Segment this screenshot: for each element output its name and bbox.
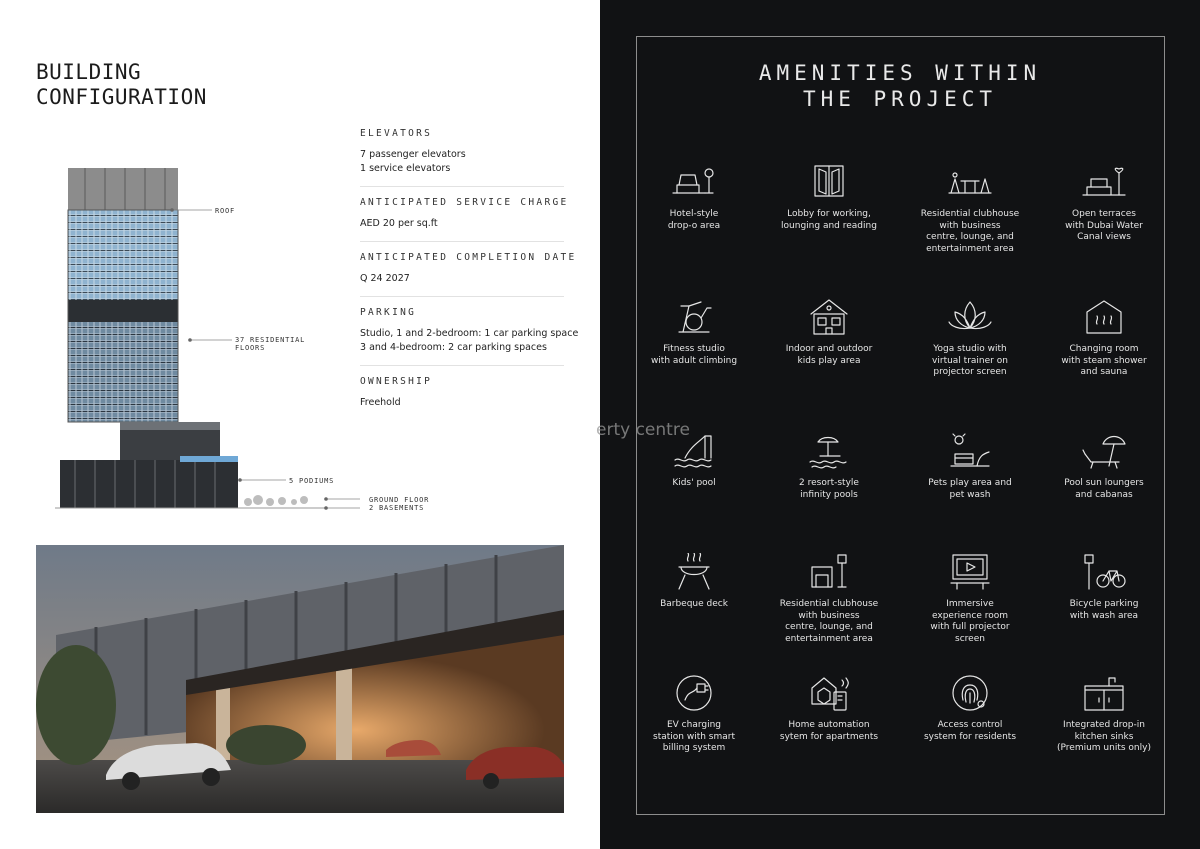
amenity-clubhouse	[907, 163, 1033, 255]
amenity-label: Lobby for working, lounging and reading	[781, 209, 877, 231]
amenity-label: Residential clubhouse with business centre, lounge, and entertainment area	[920, 209, 1020, 254]
projector-screen-icon	[947, 553, 993, 591]
clubhouse-table-icon	[947, 163, 993, 201]
amenity-kitchen-sinks	[1041, 674, 1167, 755]
amenities-title-line-1: AMENITIES WITHIN	[758, 61, 1042, 85]
amenity-label: Home automation sytem for apartments	[779, 720, 879, 742]
entrance-rendering-photo	[36, 545, 564, 813]
amenity-label: Bicycle parking with wash area	[1069, 599, 1139, 621]
ev-charger-icon	[671, 674, 717, 712]
amenity-ev-charging	[631, 674, 757, 755]
amenity-home-automation	[766, 674, 892, 743]
spec-label: OWNERSHIP	[360, 376, 433, 387]
amenity-label: Barbeque deck	[660, 599, 728, 609]
amenity-yoga-studio	[907, 298, 1033, 379]
spec-value: 3 and 4-bedroom: 2 car parking spaces	[360, 342, 547, 353]
amenity-kids-pool	[631, 432, 757, 490]
tower-label-roof: ROOF	[215, 207, 236, 215]
amenity-label: Kids' pool	[672, 478, 716, 488]
lotus-icon	[947, 298, 993, 336]
amenities-title	[600, 60, 1200, 112]
spec-completion-date	[360, 252, 577, 297]
amenity-immersive-room	[907, 553, 1033, 645]
amenity-label: Fitness studio with adult climbing	[650, 344, 738, 366]
amenities-title-line-2: THE PROJECT	[802, 87, 998, 111]
watermark: erty centre	[596, 420, 690, 440]
spec-value: AED 20 per sq.ft	[360, 218, 438, 229]
kitchen-sink-icon	[1081, 674, 1127, 712]
exercise-bike-icon	[671, 298, 717, 336]
playhouse-icon	[806, 298, 852, 336]
amenity-label: Indoor and outdoor kids play area	[785, 344, 873, 366]
spec-label: ANTICIPATED COMPLETION DATE	[360, 252, 577, 263]
amenities-page	[600, 0, 1200, 849]
amenity-open-terraces	[1041, 163, 1167, 244]
amenity-label: Open terraces with Dubai Water Canal views	[1065, 209, 1143, 242]
amenity-label: Yoga studio with virtual trainer on projector screen	[932, 344, 1008, 377]
tower-elevation-illustration	[40, 160, 360, 520]
barbecue-icon	[671, 553, 717, 591]
spec-label: ANTICIPATED SERVICE CHARGE	[360, 197, 569, 208]
spec-parking	[360, 307, 579, 366]
bicycle-icon	[1081, 553, 1127, 591]
amenity-label: Changing room with steam shower and sauna	[1061, 344, 1147, 377]
tower-label-basements: 2 BASEMENTS	[369, 504, 425, 512]
lounge-chair-icon	[806, 553, 852, 591]
amenity-label: Pets play area and pet wash	[928, 478, 1012, 500]
spec-value: Q 24 2027	[360, 273, 410, 284]
steam-room-icon	[1081, 298, 1127, 336]
amenity-kids-play	[766, 298, 892, 367]
tower-label-residential-2: FLOORS	[235, 344, 266, 352]
amenity-barbeque-deck	[631, 553, 757, 611]
spec-value: 7 passenger elevators	[360, 149, 466, 160]
smart-home-icon	[806, 674, 852, 712]
tower-label-residential: 37 RESIDENTIAL	[235, 336, 306, 344]
amenity-label: Access control system for residents	[923, 720, 1017, 742]
amenity-label: Integrated drop-in kitchen sinks (Premium units only)	[1057, 720, 1151, 753]
sun-lounger-icon	[1081, 432, 1127, 470]
amenity-access-control	[907, 674, 1033, 743]
title-line-1: BUILDING	[36, 60, 142, 84]
amenity-label: Immersive experience room with full projector screen	[930, 599, 1010, 644]
amenity-clubhouse-lounge	[766, 553, 892, 645]
pool-umbrella-icon	[806, 432, 852, 470]
terrace-palm-icon	[1081, 163, 1127, 201]
amenity-sun-loungers	[1041, 432, 1167, 501]
spec-value: 1 service elevators	[360, 163, 451, 174]
amenity-label: Residential clubhouse with business centre, lounge, and entertainment area	[779, 599, 879, 644]
spec-value: Freehold	[360, 397, 401, 408]
amenity-label: EV charging station with smart billing system	[653, 720, 735, 753]
amenity-label: 2 resort-style infinity pools	[799, 478, 859, 500]
amenity-label: Hotel-style drop-o area	[667, 209, 721, 231]
amenity-fitness-studio	[631, 298, 757, 367]
spec-value: Studio, 1 and 2-bedroom: 1 car parking space	[360, 328, 579, 339]
pet-park-icon	[947, 432, 993, 470]
amenity-bicycle-parking	[1041, 553, 1167, 622]
spec-list	[360, 128, 579, 430]
amenity-pet-area	[907, 432, 1033, 501]
tower-label-ground-floor: GROUND FLOOR	[369, 496, 430, 504]
spec-service-charge	[360, 197, 569, 242]
spec-ownership	[360, 376, 564, 420]
amenity-label: Pool sun loungers and cabanas	[1064, 478, 1144, 500]
amenity-lobby	[766, 163, 892, 232]
spec-label: PARKING	[360, 307, 417, 318]
amenity-hotel-dropoff	[631, 163, 757, 232]
fingerprint-icon	[947, 674, 993, 712]
amenity-changing-room	[1041, 298, 1167, 379]
sofa-lamp-icon	[671, 163, 717, 201]
page-title	[36, 60, 207, 110]
tower-label-podiums: 5 PODIUMS	[289, 477, 335, 485]
lobby-door-icon	[806, 163, 852, 201]
spec-elevators	[360, 128, 564, 187]
amenity-infinity-pools	[766, 432, 892, 501]
title-line-2: CONFIGURATION	[36, 85, 207, 109]
spec-label: ELEVATORS	[360, 128, 433, 139]
